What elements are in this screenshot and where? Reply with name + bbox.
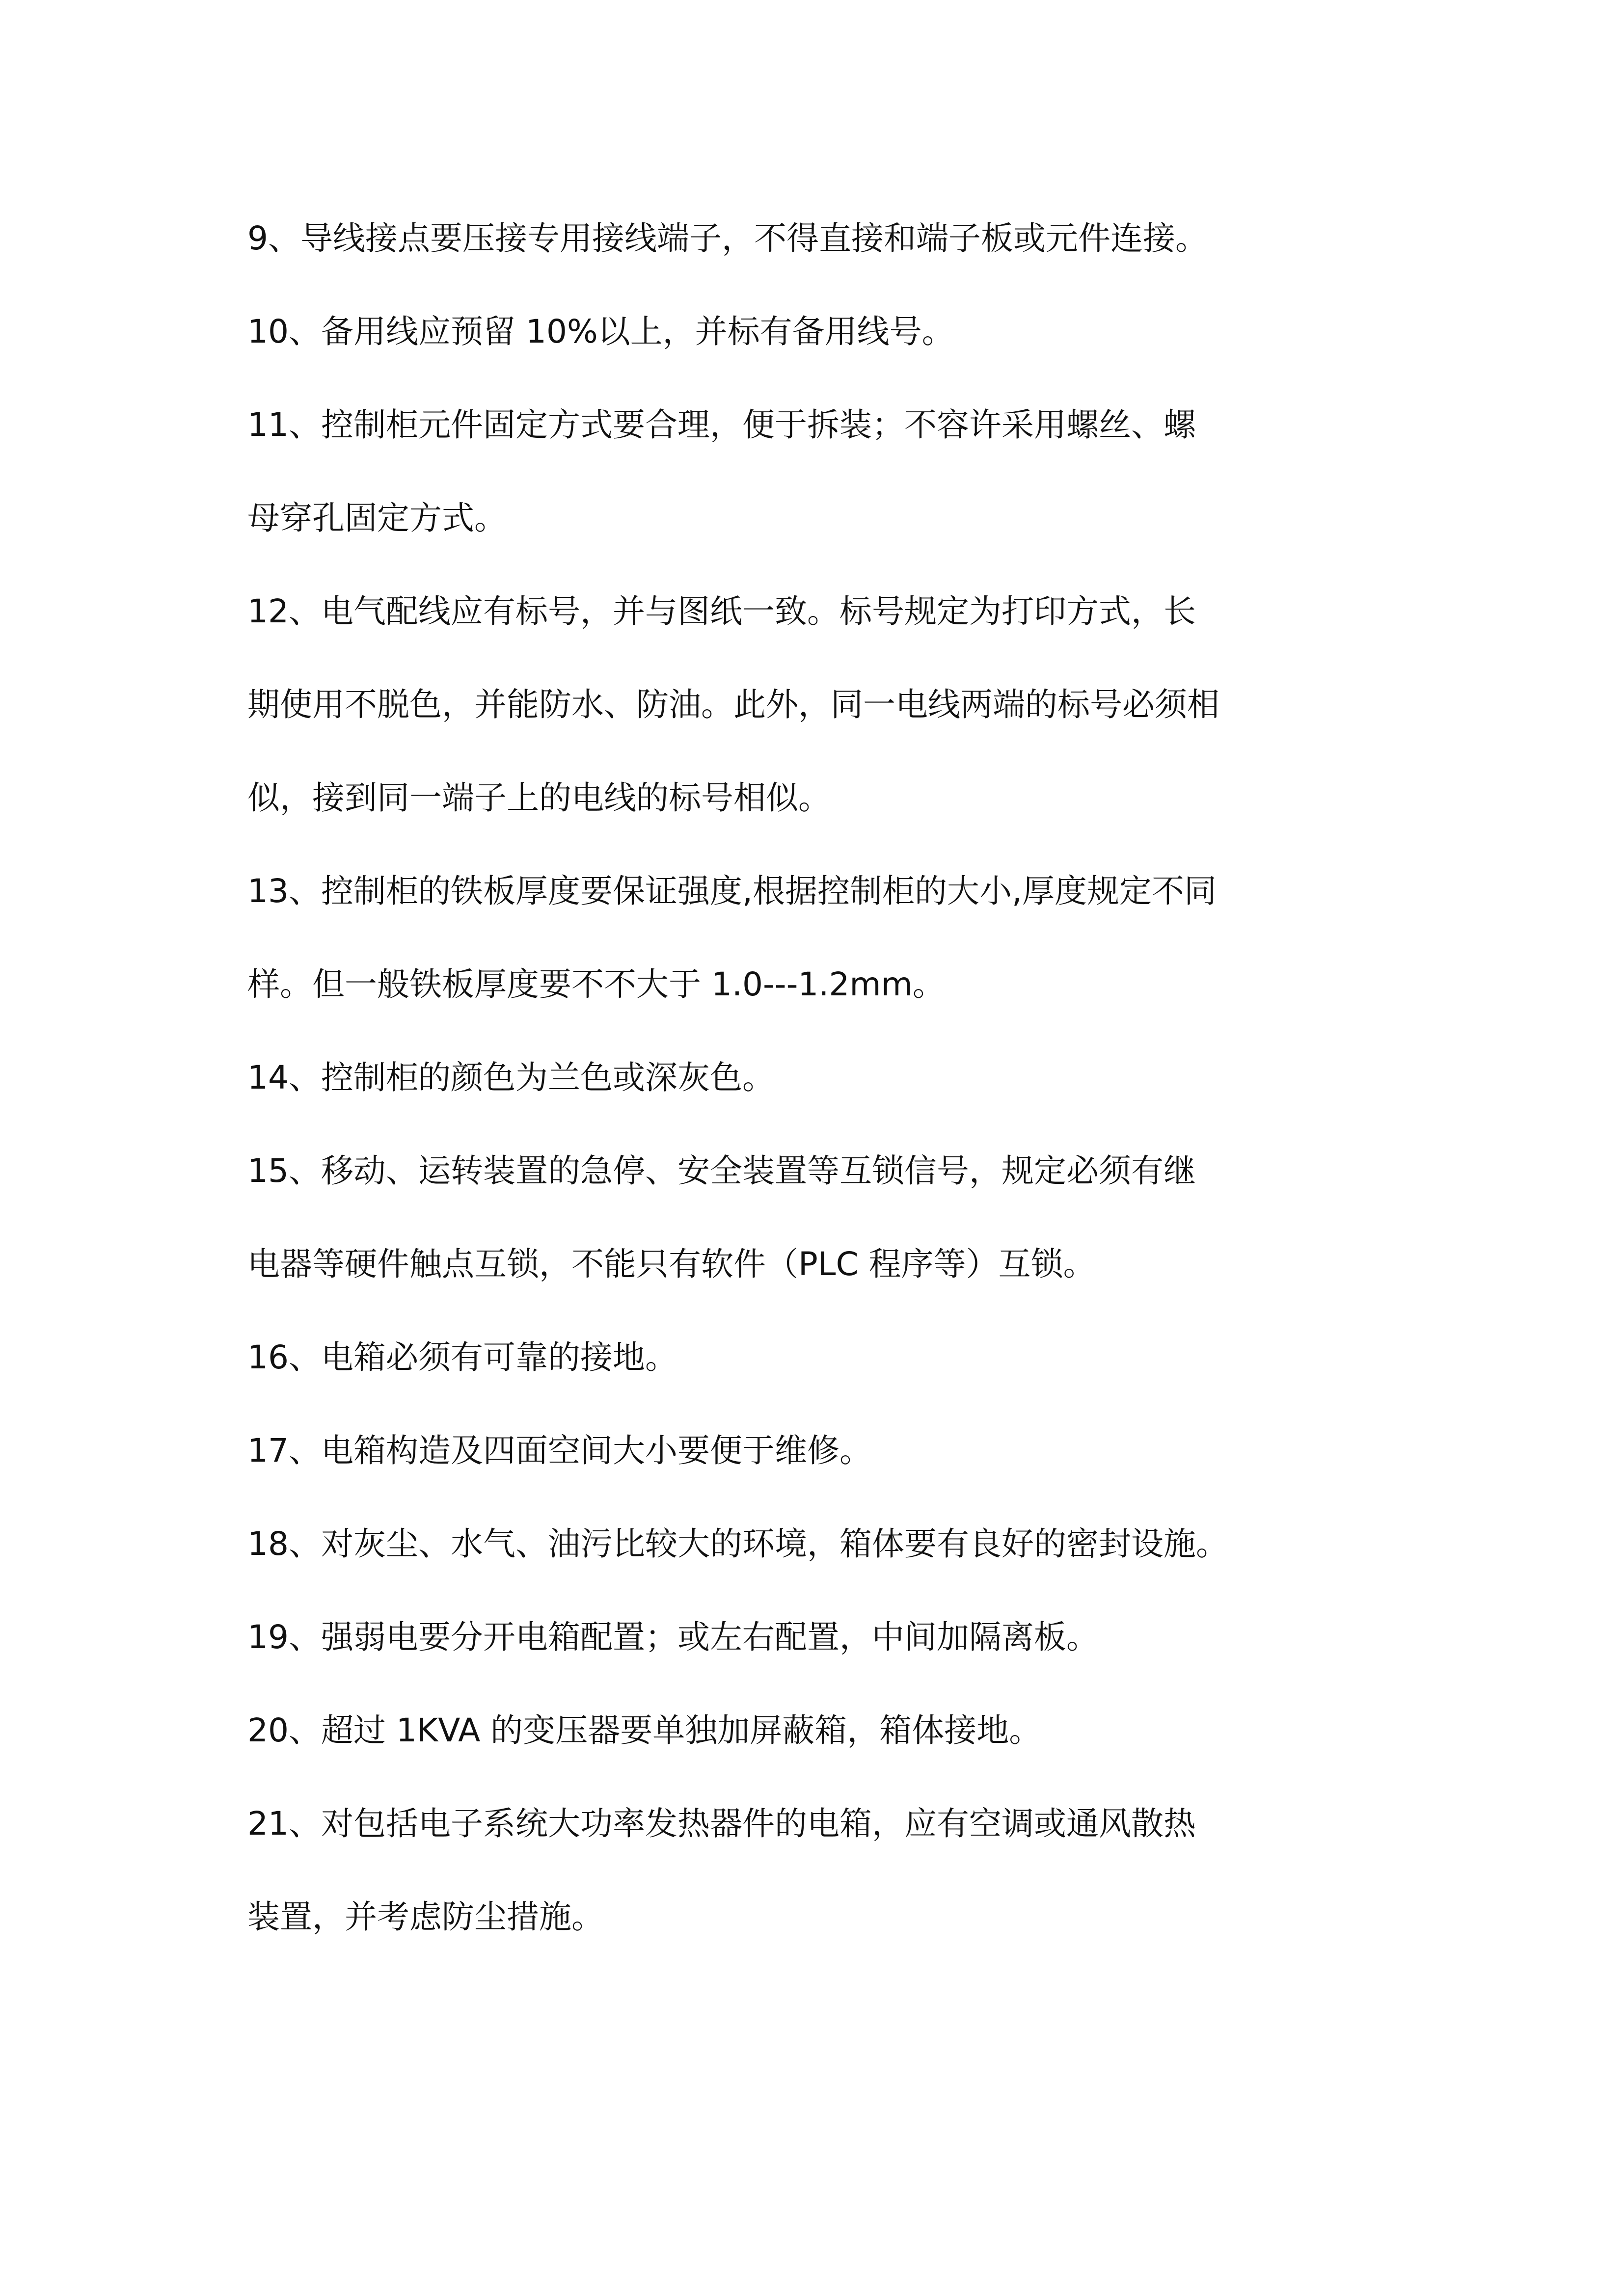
- text-line-12c: 似，接到同一端子上的电线的标号相似。: [247, 779, 831, 817]
- text-line-9: 9、导线接点要压接专用接线端子，不得直接和端子板或元件连接。: [247, 219, 1208, 257]
- text-line-17: 17、电箱构造及四面空间大小要便于维修。: [247, 1432, 872, 1469]
- text-line-13b: 样。但一般铁板厚度要不不大于 1.0---1.2mm。: [247, 965, 945, 1003]
- text-line-21a: 21、对包括电子系统大功率发热器件的电箱，应有空调或通风散热: [247, 1805, 1196, 1842]
- text-line-15a: 15、移动、运转装置的急停、安全装置等互锁信号，规定必须有继: [247, 1152, 1196, 1190]
- text-line-12a: 12、电气配线应有标号，并与图纸一致。标号规定为打印方式，长: [247, 592, 1196, 630]
- text-line-21b: 装置，并考虑防尘措施。: [247, 1898, 604, 1936]
- text-line-15b: 电器等硬件触点互锁，不能只有软件（PLC 程序等）互锁。: [247, 1245, 1096, 1283]
- text-line-20: 20、超过 1KVA 的变压器要单独加屏蔽箱，箱体接地。: [247, 1711, 1042, 1749]
- text-line-11a: 11、控制柜元件固定方式要合理，便于拆装；不容许采用螺丝、螺: [247, 406, 1196, 444]
- text-line-14: 14、控制柜的颜色为兰色或深灰色。: [247, 1059, 775, 1096]
- text-line-12b: 期使用不脱色，并能防水、防油。此外，同一电线两端的标号必须相: [247, 686, 1219, 723]
- text-line-11b: 母穿孔固定方式。: [247, 499, 507, 537]
- text-line-18: 18、对灰尘、水气、油污比较大的环境，箱体要有良好的密封设施。: [247, 1525, 1228, 1563]
- text-line-16: 16、电箱必须有可靠的接地。: [247, 1338, 677, 1376]
- text-line-10: 10、备用线应预留 10%以上，并标有备用线号。: [247, 313, 954, 350]
- document-body: [247, 215, 1396, 1987]
- text-line-13a: 13、控制柜的铁板厚度要保证强度,根据控制柜的大小,厚度规定不同: [247, 872, 1217, 910]
- text-line-19: 19、强弱电要分开电箱配置；或左右配置，中间加隔离板。: [247, 1618, 1099, 1656]
